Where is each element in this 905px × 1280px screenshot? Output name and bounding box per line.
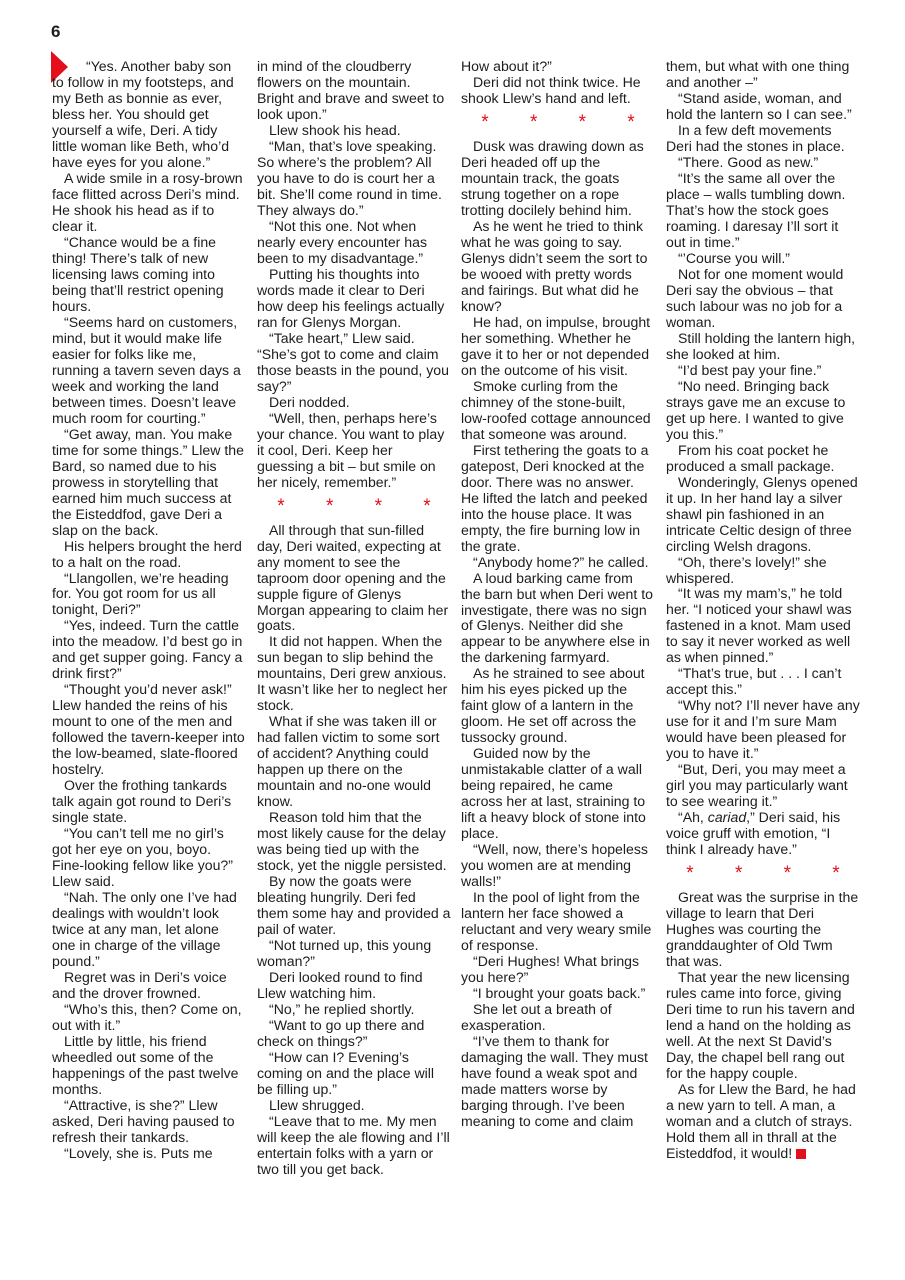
paragraph: A wide smile in a rosy-brown face flitted across Deri’s mind. He shook his head as if to clear it. bbox=[52, 169, 243, 234]
section-divider: * * * * bbox=[277, 495, 449, 517]
paragraph: Still holding the lantern high, she looked at him. bbox=[666, 329, 856, 362]
paragraph: All through that sun-filled day, Deri waited, expecting at any moment to see the taproom door opening and the supple figure of Glenys Morgan appearing to claim her goats. bbox=[257, 521, 449, 634]
page-number: 6 bbox=[51, 22, 61, 41]
paragraph: “Seems hard on customers, mind, but it would make life easier for folks like me, running a tavern seven days a week and working the land between times. Doesn’t leave much room for courting.” bbox=[52, 313, 241, 426]
paragraph: “There. Good as new.” bbox=[678, 153, 819, 170]
paragraph: “Not turned up, this young woman?” bbox=[257, 937, 432, 970]
paragraph: “Llangollen, we’re heading for. You got room for us all tonight, Deri?” bbox=[52, 569, 229, 618]
paragraph: Little by little, his friend wheedled out some of the happenings of the past twelve months. bbox=[52, 1033, 239, 1097]
paragraph: “You can’t tell me no girl’s got her eye on you, boyo. Fine-looking fellow like you?” Llew said. bbox=[52, 825, 233, 890]
paragraph: “No need. Bringing back strays gave me an excuse to get up here. I wanted to give you this.” bbox=[666, 377, 846, 442]
paragraph: Llew shook his head. bbox=[269, 121, 401, 138]
paragraph: “Yes, indeed. Turn the cattle into the meadow. I’d best go in and get supper going. Fancy a drink first?” bbox=[52, 617, 243, 682]
paragraph: “Chance would be a fine thing! There’s talk of new licensing laws coming into being that’ll restrict opening hours. bbox=[52, 233, 224, 314]
paragraph: Over the frothing tankards talk again got round to Deri’s single state. bbox=[52, 777, 232, 826]
column-3 bbox=[461, 58, 655, 1129]
paragraph: “It was my mam’s,” he told her. “I noticed your shawl was fastened in a knot. Mam used to say it never worked as well as when pinned.” bbox=[666, 585, 852, 666]
paragraph: His helpers brought the herd to a halt on the road. bbox=[52, 537, 242, 570]
paragraph: As for Llew the Bard, he had a new yarn to tell. A man, a woman and a clutch of strays. Hold them all in thrall at the Eisteddfod, it would! bbox=[666, 1081, 856, 1161]
paragraph: “I’d best pay your fine.” bbox=[678, 361, 822, 378]
paragraph: “Yes. Another baby son to follow in my footsteps, and my Beth as bonnie as ever, bless her. You should get yourself a wife, Deri. A tidy little woman like Beth, who’d have eyes for you alone.” bbox=[52, 58, 234, 170]
paragraph: It did not happen. When the sun began to slip behind the mountains, Deri grew anxious. It wasn’t like her to neglect her stock. bbox=[257, 633, 448, 714]
paragraph: A loud barking came from the barn but when Deri went to investigate, there was no sign of Glenys. Neither did she appear to be anywhere else in the darkening farmyard. bbox=[461, 569, 653, 666]
paragraph: Smoke curling from the chimney of the stone-built, low-roofed cottage announced that someone was around. bbox=[461, 377, 651, 442]
paragraph: “Anybody home?” he called. bbox=[473, 553, 649, 570]
paragraph: them, but what with one thing and another –” bbox=[666, 58, 850, 90]
paragraph: “It’s the same all over the place – walls tumbling down. That’s how the stock goes roaming. I daresay I’ll sort it out in time.” bbox=[666, 169, 846, 250]
paragraph: Deri did not think twice. He shook Llew’s hand and left. bbox=[461, 73, 641, 106]
paragraph: Great was the surprise in the village to learn that Deri Hughes was courting the granddaughter of Old Twm that was. bbox=[666, 889, 859, 970]
paragraph: Wonderingly, Glenys opened it up. In her hand lay a silver shawl pin fashioned in an intricate Celtic design of three circling Welsh dragons. bbox=[666, 473, 858, 554]
paragraph: “Why not? I’ll never have any use for it and I’m sure Mam would have been pleased for you to have it.” bbox=[666, 697, 860, 762]
paragraph: “Man, that’s love speaking. So where’s the problem? All you have to do is court her a bit. She’ll come round in time. They always do.” bbox=[257, 137, 442, 218]
paragraph: In the pool of light from the lantern her face showed a reluctant and very weary smile of response. bbox=[461, 889, 652, 954]
paragraph: “Deri Hughes! What brings you here?” bbox=[461, 953, 640, 986]
paragraph: “Ah, cariad,” Deri said, his voice gruff with emotion, “I think I already have.” bbox=[666, 809, 841, 858]
paragraph: “Get away, man. You make time for some things.” Llew the Bard, so named due to his prowess in storytelling that earned him much success at the Eisteddfod, gave Deri a slap on the back. bbox=[52, 425, 244, 538]
paragraph: “Want to go up there and check on things?” bbox=[257, 1017, 425, 1050]
paragraph: As he went he tried to think what he was going to say. Glenys didn’t seem the sort to be wooed with pretty words and fairings. But what did he know? bbox=[461, 217, 648, 314]
paragraph: “I brought your goats back.” bbox=[473, 985, 646, 1002]
paragraph: “Well, then, perhaps here’s your chance. You want to play it cool, Deri. Keep her guessing a bit – but smile on her nicely, remember.” bbox=[257, 409, 445, 490]
paragraph: First tethering the goats to a gatepost, Deri knocked at the door. There was no answer. He lifted the latch and peeked into the house place. It was empty, the fire burning low in the grate. bbox=[461, 441, 649, 554]
paragraph: “I’ve them to thank for damaging the wall. They must have found a weak spot and made matters worse by barging through. I’ve been meaning to come and claim bbox=[461, 1033, 648, 1129]
paragraph: That year the new licensing rules came into force, giving Deri time to run his tavern and lend a hand on the holding as well. At the next St David’s Day, the chapel bell rang out for the happy couple. bbox=[666, 969, 855, 1082]
paragraph: As he strained to see about him his eyes picked up the faint glow of a lantern in the gloom. He set off across the tussocky ground. bbox=[461, 665, 645, 746]
paragraph: In a few deft movements Deri had the stones in place. bbox=[666, 121, 845, 154]
column-1 bbox=[52, 58, 246, 1161]
paragraph: “How can I? Evening’s coming on and the place will be filling up.” bbox=[257, 1049, 435, 1098]
paragraph: “But, Deri, you may meet a girl you may particularly want to see wearing it.” bbox=[666, 761, 848, 810]
paragraph: How about it?” bbox=[461, 58, 552, 74]
paragraph: “Stand aside, woman, and hold the lantern so I can see.” bbox=[666, 89, 852, 122]
paragraph: “Not this one. Not when nearly every encounter has been to my disadvantage.” bbox=[257, 217, 428, 266]
paragraph: “Well, now, there’s hopeless you women are at mending walls!” bbox=[461, 841, 648, 890]
paragraph: Deri nodded. bbox=[269, 393, 350, 410]
section-divider: * * * * bbox=[686, 863, 858, 885]
paragraph: He had, on impulse, brought her something. Whether he gave it to her or not depended on the outcome of his visit. bbox=[461, 313, 651, 378]
paragraph: “’Course you will.” bbox=[678, 249, 790, 266]
paragraph: “Oh, there’s lovely!” she whispered. bbox=[666, 553, 827, 586]
paragraph: “Attractive, is she?” Llew asked, Deri having paused to refresh their tankards. bbox=[52, 1096, 235, 1145]
paragraph: By now the goats were bleating hungrily. Deri fed them some hay and provided a pail of water. bbox=[257, 873, 451, 938]
paragraph: She let out a breath of exasperation. bbox=[461, 1001, 612, 1034]
column-2 bbox=[257, 58, 451, 1177]
paragraph: Reason told him that the most likely cause for the delay was being tied up with the stock, yet the niggle persisted. bbox=[257, 809, 447, 874]
paragraph: “Nah. The only one I’ve had dealings with wouldn’t look twice at any man, let alone one in charge of the village pound.” bbox=[52, 889, 237, 970]
paragraph: Regret was in Deri’s voice and the drover frowned. bbox=[52, 969, 227, 1002]
paragraph: “That’s true, but . . . I can’t accept this.” bbox=[666, 665, 842, 698]
section-divider: * * * * bbox=[481, 111, 653, 133]
paragraph: Not for one moment would Deri say the obvious – that such labour was no job for a woman. bbox=[666, 265, 844, 330]
paragraph: “Take heart,” Llew said. “She’s got to come and claim those beasts in the pound, you say?” bbox=[257, 329, 449, 394]
paragraph: in mind of the cloudberry flowers on the mountain. Bright and brave and sweet to look upon.” bbox=[257, 58, 445, 122]
paragraph: “Leave that to me. My men will keep the ale flowing and I’ll entertain folks with a yarn or two till you get back. bbox=[257, 1113, 450, 1177]
paragraph: What if she was taken ill or had fallen victim to some sort of accident? Anything could happen up there on the mountain and no-one would know. bbox=[257, 713, 440, 810]
paragraph: Putting his thoughts into words made it clear to Deri how deep his feelings actually ran for Glenys Morgan. bbox=[257, 265, 445, 330]
paragraph: Guided now by the unmistakable clatter of a wall being repaired, he came across her at last, straining to lift a heavy block of stone into place. bbox=[461, 745, 646, 842]
paragraph: “Who’s this, then? Come on, out with it.” bbox=[52, 1001, 242, 1034]
column-4 bbox=[666, 58, 860, 1161]
paragraph: Llew shrugged. bbox=[269, 1097, 365, 1114]
paragraph: “Lovely, she is. Puts me bbox=[64, 1144, 213, 1161]
paragraph: “Thought you’d never ask!” Llew handed the reins of his mount to one of the men and followed the tavern-keeper into the low-beamed, slate-floored hostelry. bbox=[52, 681, 245, 778]
paragraph: “No,” he replied shortly. bbox=[269, 1001, 415, 1018]
paragraph: From his coat pocket he produced a small package. bbox=[666, 441, 835, 474]
paragraph: Deri looked round to find Llew watching him. bbox=[257, 969, 423, 1002]
end-of-story-mark-icon bbox=[796, 1149, 806, 1159]
paragraph: Dusk was drawing down as Deri headed off up the mountain track, the goats strung together on a rope trotting docilely behind him. bbox=[461, 137, 644, 218]
